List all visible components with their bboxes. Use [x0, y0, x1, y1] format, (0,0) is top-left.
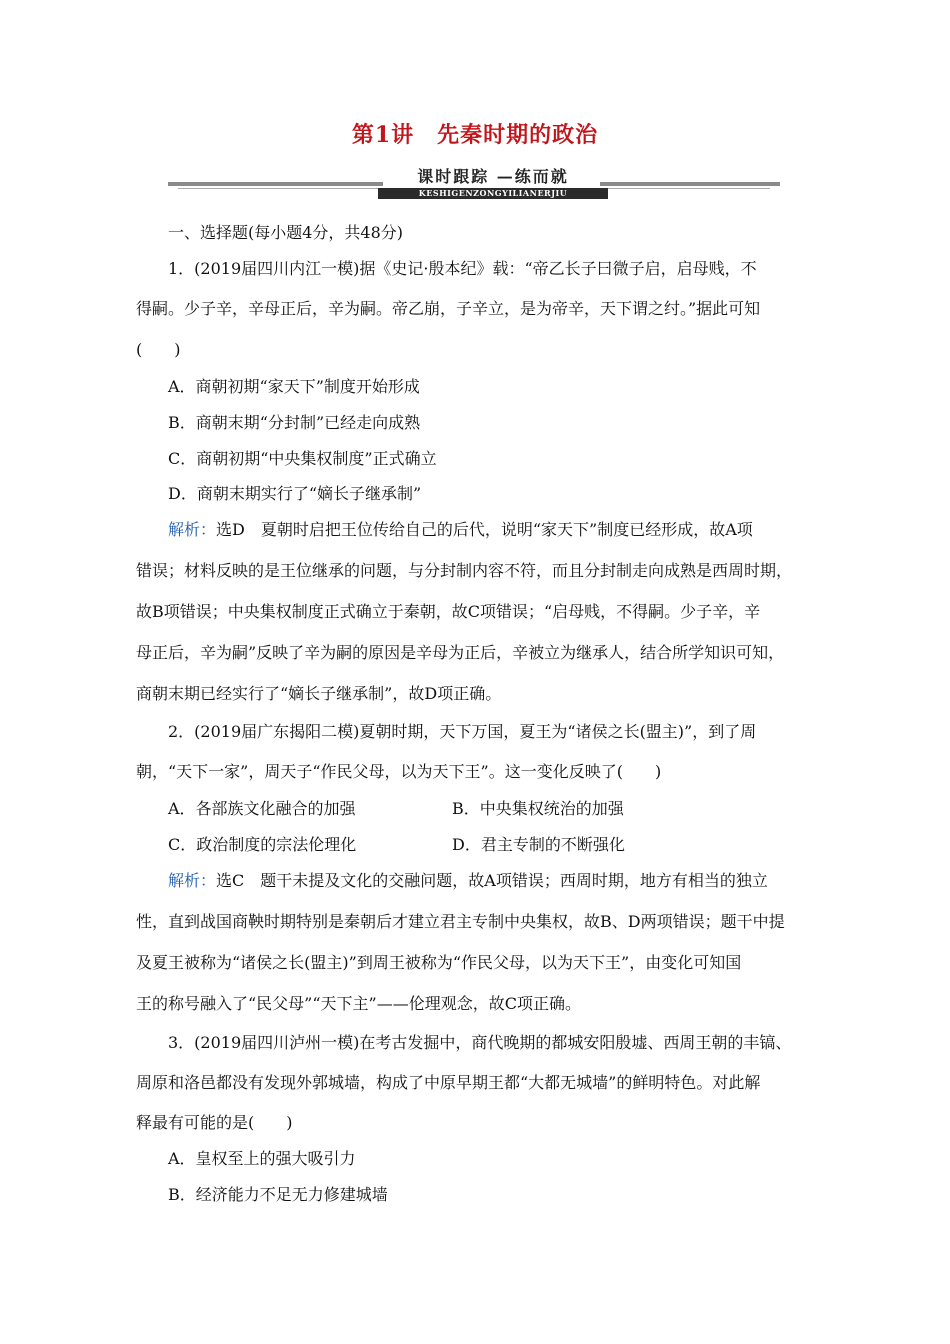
q3-stem-line-2: 周原和洛邑都没有发现外郭城墙，构成了中原早期王都“大都无城墙”的鲜明特色。对此解 — [136, 1073, 761, 1092]
q2-options-row-2 — [168, 834, 858, 856]
q1-option-d: D．商朝末期实行了“嫡长子继承制” — [168, 484, 422, 503]
q1-stem-line-3: ( ) — [136, 340, 181, 359]
q1-analysis-line-1: 解析：选D 夏朝时启把王位传给自己的后代，说明“家天下”制度已经形成，故A项 — [168, 520, 753, 539]
q1-option-c: C．商朝初期“中央集权制度”正式确立 — [168, 449, 437, 468]
q3-stem-line-3: 释最有可能的是( ) — [136, 1113, 293, 1132]
q1-option-b: B．商朝末期“分封制”已经走向成熟 — [168, 413, 421, 432]
q2-analysis-line-1: 解析：选C 题干未提及文化的交融问题，故A项错误；西周时期，地方有相当的独立 — [168, 871, 768, 890]
page-title: 第1讲 先秦时期的政治 — [351, 122, 599, 148]
banner-rule-right — [600, 182, 780, 186]
q3-option-a: A．皇权至上的强大吸引力 — [168, 1149, 356, 1168]
q2-analysis-line-2: 性，直到战国商鞅时期特别是秦朝后才建立君主专制中央集权，故B、D两项错误；题干中提 — [136, 912, 785, 931]
q1-stem-line-2: 得嗣。少子辛，辛母正后，辛为嗣。帝乙崩，子辛立，是为帝辛，天下谓之纣。”据此可知 — [136, 299, 761, 318]
banner-rule-left-thin — [178, 188, 378, 189]
q2-option-a: A．各部族文化融合的加强 — [168, 799, 356, 818]
q2-stem-line-2: 朝，“天下一家”，周天子“作民父母，以为天下王”。这一变化反映了( ) — [136, 762, 662, 781]
q2-analysis-line-3: 及夏王被称为“诸侯之长(盟主)”到周王被称为“作民父母，以为天下王”，由变化可知国 — [136, 953, 742, 972]
q2-options-row-1 — [168, 798, 858, 820]
q2-option-d: D．君主专制的不断强化 — [452, 835, 625, 854]
banner-pinyin: KESHIGENZONGYILIANERJIU — [378, 188, 608, 199]
q1-analysis-line-4: 母正后，辛为嗣”反映了辛为嗣的原因是辛母为正后，辛被立为继承人，结合所学知识可知， — [136, 643, 785, 662]
section-banner — [168, 160, 780, 200]
q2-analysis-label: 解析： — [168, 871, 217, 890]
q1-analysis-line-2: 错误；材料反映的是王位继承的问题，与分封制内容不符，而且分封制走向成熟是西周时期， — [136, 561, 793, 580]
q2-option-c: C．政治制度的宗法伦理化 — [168, 835, 357, 854]
q1-stem-line-1: 1．(2019届四川内江一模)据《史记·殷本纪》载：“帝乙长子曰微子启，启母贱，不 — [168, 259, 757, 278]
banner-rule-right-thin — [600, 188, 770, 189]
section-heading: 一、选择题(每小题4分，共48分) — [168, 223, 404, 242]
q1-option-a: A．商朝初期“家天下”制度开始形成 — [168, 377, 420, 396]
q1-analysis-line-5: 商朝末期已经实行了“嫡长子继承制”，故D项正确。 — [136, 684, 502, 703]
q3-option-b: B．经济能力不足无力修建城墙 — [168, 1185, 388, 1204]
q2-analysis-line-4: 王的称号融入了“民父母”“天下主”——伦理观念，故C项正确。 — [136, 994, 581, 1013]
q2-option-b: B．中央集权统治的加强 — [452, 799, 624, 818]
q1-analysis-line-3: 故B项错误；中央集权制度正式确立于秦朝，故C项错误；“启母贱，不得嗣。少子辛，辛 — [136, 602, 761, 621]
q1-analysis-label: 解析： — [168, 520, 217, 539]
q3-stem-line-1: 3．(2019届四川泸州一模)在考古发掘中，商代晚期的都城安阳殷墟、西周王朝的丰镐、 — [168, 1033, 792, 1052]
banner-rule-left — [168, 182, 383, 186]
banner-label: 课时跟踪 —练而就 — [417, 167, 569, 186]
q2-stem-line-1: 2．(2019届广东揭阳二模)夏朝时期，天下万国，夏王为“诸侯之长(盟主)”，到了周 — [168, 722, 757, 741]
